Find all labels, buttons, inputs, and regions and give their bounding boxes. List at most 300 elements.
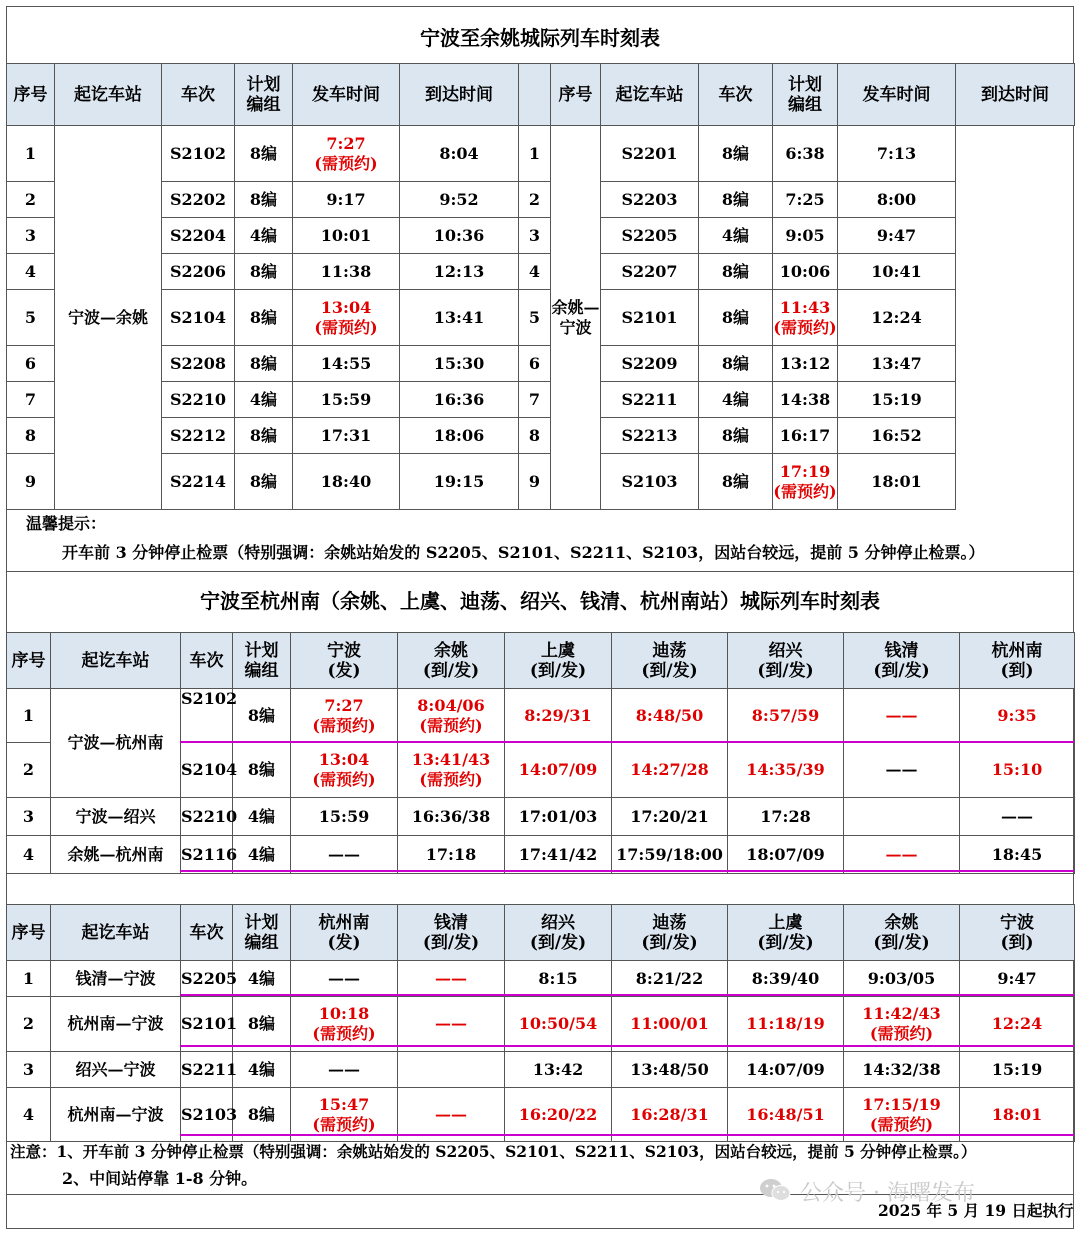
arrival-cell: 16:36 — [400, 382, 519, 418]
time-value: 7:25 — [785, 189, 825, 209]
train-cell: S2104 — [181, 743, 233, 798]
header-station — [612, 905, 728, 961]
note-1: 注意：1、开车前 3 分钟停止检票（特别强调：余姚站始发的 S2205、S2101、S2211、S2103，因站台较远，提前 5 分钟停止检票。） — [10, 1142, 977, 1161]
time-value: 13:04 — [318, 750, 370, 769]
time-value: 17:41/42 — [518, 844, 598, 864]
seq-cell: 1 — [7, 961, 51, 997]
station-time-cell — [612, 743, 728, 798]
group-cell: 4编 — [699, 382, 773, 418]
arrival-cell: 13:41 — [400, 290, 519, 346]
time-value: 10:01 — [320, 225, 372, 245]
time-value: 11:43 — [779, 297, 831, 317]
seq-cell: 7 — [519, 382, 551, 418]
time-value: —— — [885, 705, 918, 725]
table-row — [7, 254, 1075, 290]
time-value: 8:21/22 — [635, 968, 704, 988]
station-name: 杭州南 — [991, 640, 1043, 661]
station-time-cell — [398, 961, 505, 997]
group-cell: 8编 — [699, 418, 773, 454]
train-cell: S2201 — [601, 126, 699, 182]
train-cell: S2210 — [162, 382, 235, 418]
header-station — [291, 633, 398, 689]
train-cell: S2103 — [601, 454, 699, 510]
departure-cell — [293, 182, 400, 218]
seq-cell: 8 — [7, 418, 55, 454]
departure-cell — [773, 126, 838, 182]
time-value: 18:45 — [991, 844, 1043, 864]
time-value: 18:07/09 — [746, 844, 825, 864]
route-cell: 杭州南—宁波 — [51, 1088, 181, 1142]
station-time-cell — [398, 689, 505, 743]
table-row — [7, 290, 1075, 346]
ningbo-yuyao-timetable — [6, 63, 1075, 510]
time-value: 8:04/06 — [417, 695, 485, 715]
seq-cell: 2 — [519, 182, 551, 218]
station-action: (到) — [1000, 932, 1034, 953]
seq-cell: 3 — [519, 218, 551, 254]
departure-cell — [293, 382, 400, 418]
table-row — [7, 798, 1075, 836]
arrival-cell: 13:47 — [838, 346, 956, 382]
group-cell: 4编 — [233, 798, 291, 836]
seq-cell: 5 — [519, 290, 551, 346]
train-cell: S2103 — [181, 1088, 233, 1142]
station-name: 杭州南 — [318, 912, 370, 933]
departure-cell — [773, 346, 838, 382]
station-name: 钱清 — [434, 912, 468, 933]
time-value: —— — [1001, 806, 1033, 826]
train-cell: S2205 — [181, 961, 233, 997]
column-gap — [519, 64, 551, 126]
seq-cell: 2 — [7, 997, 51, 1052]
time-value: 15:19 — [991, 1059, 1043, 1079]
time-value: 8:29/31 — [524, 705, 592, 725]
station-name: 迪荡 — [652, 912, 687, 933]
watermark: 公众号 · 海曙发布 — [800, 1181, 975, 1206]
station-name: 迪荡 — [652, 640, 687, 661]
table-row — [7, 346, 1075, 382]
station-action: (到/发) — [757, 932, 814, 953]
station-action: (到/发) — [641, 932, 698, 953]
station-time-cell — [505, 743, 612, 798]
departure-cell — [293, 290, 400, 346]
header-route: 起讫车站 — [55, 64, 162, 126]
seq-cell: 4 — [7, 836, 51, 874]
station-time-cell — [291, 743, 398, 798]
header-station — [960, 633, 1075, 689]
time-value: 17:15/19 — [862, 1094, 941, 1114]
station-time-cell — [505, 689, 612, 743]
header-plan-line1: 计划 — [244, 912, 279, 933]
time-value: 15:59 — [318, 806, 370, 826]
table-row — [7, 418, 1075, 454]
route-cell: 杭州南—宁波 — [51, 997, 181, 1052]
seq-cell: 9 — [519, 454, 551, 510]
header-station — [398, 905, 505, 961]
header-seq: 序号 — [7, 633, 51, 689]
time-value: 9:05 — [785, 225, 825, 245]
table-row — [7, 218, 1075, 254]
header-plan — [233, 905, 291, 961]
arrival-cell: 15:19 — [838, 382, 956, 418]
departure-cell — [773, 254, 838, 290]
header-plan-line2: 编组 — [246, 94, 281, 115]
departure-cell — [773, 218, 838, 254]
header-seq: 序号 — [7, 905, 51, 961]
header-train: 车次 — [162, 64, 235, 126]
route-cell: 钱清—宁波 — [51, 961, 181, 997]
time-value: 14:38 — [779, 389, 831, 409]
route-cell: 余姚—宁波 — [551, 126, 601, 510]
reservation-note: (需预约) — [419, 770, 483, 789]
header-plan-line2: 编组 — [244, 932, 279, 953]
reservation-note: (需预约) — [312, 1024, 376, 1043]
station-time-cell — [844, 689, 960, 743]
table-row — [7, 961, 1075, 997]
time-value: 14:07/09 — [518, 760, 598, 779]
departure-cell — [773, 454, 838, 510]
train-cell: S2101 — [181, 997, 233, 1052]
seq-cell: 4 — [7, 254, 55, 290]
station-name: 宁波 — [1000, 912, 1034, 933]
station-time-cell — [505, 997, 612, 1052]
station-time-cell — [728, 798, 844, 836]
divider — [6, 873, 1074, 874]
group-cell: 8编 — [233, 997, 291, 1052]
time-value: 13:42 — [532, 1059, 584, 1079]
station-name: 钱清 — [884, 640, 919, 661]
arrival-cell: 18:01 — [838, 454, 956, 510]
header-route: 起讫车站 — [601, 64, 699, 126]
header-station — [505, 905, 612, 961]
tip-text: 开车前 3 分钟停止检票（特别强调：余姚站始发的 S2205、S2101、S2211、S2103，因站台较远，提前 5 分钟停止检票。） — [62, 543, 985, 562]
time-value: 9:35 — [997, 705, 1037, 725]
station-time-cell — [505, 1052, 612, 1088]
time-value: —— — [328, 844, 360, 864]
seq-cell: 9 — [7, 454, 55, 510]
train-cell: S2206 — [162, 254, 235, 290]
station-name: 绍兴 — [768, 640, 803, 661]
reservation-note: (需预约) — [869, 1024, 934, 1043]
header-arr: 到达时间 — [400, 64, 519, 126]
departure-cell — [293, 254, 400, 290]
station-name: 上虞 — [768, 912, 803, 933]
time-value: 16:48/51 — [746, 1104, 825, 1124]
table-row — [7, 454, 1075, 510]
train-cell: S2208 — [162, 346, 235, 382]
station-time-cell — [291, 1052, 398, 1088]
train-cell: S2213 — [601, 418, 699, 454]
time-value: 11:00/01 — [630, 1014, 709, 1033]
station-time-cell — [398, 1052, 505, 1088]
time-value: 17:19 — [779, 461, 831, 481]
header-seq: 序号 — [7, 64, 55, 126]
group-cell: 8编 — [233, 743, 291, 798]
arrival-cell: 10:36 — [400, 218, 519, 254]
train-cell: S2209 — [601, 346, 699, 382]
group-cell: 8编 — [699, 290, 773, 346]
station-time-cell — [728, 743, 844, 798]
station-time-cell — [844, 836, 960, 874]
station-action: (到) — [1000, 660, 1034, 681]
header-station — [398, 633, 505, 689]
header-station — [844, 905, 960, 961]
seq-cell: 7 — [7, 382, 55, 418]
arrival-cell: 12:13 — [400, 254, 519, 290]
station-time-cell — [960, 997, 1075, 1052]
group-cell: 8编 — [235, 126, 293, 182]
seq-cell: 6 — [7, 346, 55, 382]
station-time-cell — [844, 798, 960, 836]
station-time-cell — [505, 961, 612, 997]
station-name: 上虞 — [541, 640, 575, 661]
time-value: 7:27 — [326, 133, 366, 153]
route-cell: 余姚—杭州南 — [51, 836, 181, 874]
time-value: 12:24 — [991, 1014, 1043, 1033]
station-time-cell — [960, 798, 1075, 836]
time-value: 16:17 — [779, 425, 831, 445]
header-plan — [773, 64, 838, 126]
table-row — [7, 1052, 1075, 1088]
hangzhou-ningbo-timetable — [6, 904, 1075, 1142]
station-time-cell — [291, 798, 398, 836]
header-station — [505, 633, 612, 689]
station-time-cell — [728, 836, 844, 874]
time-value: 13:41/43 — [411, 750, 491, 769]
group-cell: 8编 — [233, 689, 291, 743]
time-value: 8:48/50 — [635, 705, 704, 725]
arrival-cell: 15:30 — [400, 346, 519, 382]
train-cell: S2205 — [601, 218, 699, 254]
header-plan — [233, 633, 291, 689]
header-dep: 发车时间 — [838, 64, 956, 126]
reservation-note: (需预约) — [773, 481, 837, 501]
reservation-note: (需预约) — [314, 317, 378, 337]
time-value: 10:50/54 — [518, 1014, 598, 1033]
group-cell: 8编 — [235, 182, 293, 218]
time-value: —— — [435, 968, 467, 988]
group-cell: 8编 — [699, 454, 773, 510]
group-cell: 8编 — [699, 254, 773, 290]
ningbo-hangzhou-timetable — [6, 632, 1075, 874]
header-plan-line2: 编组 — [244, 660, 279, 681]
time-value: 16:36/38 — [411, 806, 491, 826]
station-action: (到/发) — [529, 660, 587, 681]
header-station — [291, 905, 398, 961]
station-name: 宁波 — [327, 640, 361, 661]
time-value: —— — [885, 760, 918, 779]
time-value: 18:40 — [320, 471, 372, 491]
time-value: 14:55 — [320, 353, 372, 373]
station-time-cell — [844, 997, 960, 1052]
time-value: 11:42/43 — [862, 1004, 941, 1023]
time-value: 14:35/39 — [746, 760, 825, 779]
time-value: —— — [328, 968, 360, 988]
train-cell: S2210 — [181, 798, 233, 836]
arrival-cell: 19:15 — [400, 454, 519, 510]
station-time-cell — [398, 743, 505, 798]
timetable-2-title: 宁波至杭州南（余姚、上虞、迪荡、绍兴、钱清、杭州南站）城际列车时刻表 — [200, 589, 880, 613]
station-time-cell — [291, 689, 398, 743]
departure-cell — [773, 418, 838, 454]
station-time-cell — [291, 961, 398, 997]
train-cell: S2211 — [181, 1052, 233, 1088]
seq-cell: 4 — [519, 254, 551, 290]
station-action: (到/发) — [529, 932, 587, 953]
time-value: 17:20/21 — [630, 806, 709, 826]
station-time-cell — [960, 961, 1075, 997]
wechat-icon — [758, 1178, 792, 1202]
group-cell: 4编 — [233, 836, 291, 874]
header-route: 起讫车站 — [51, 905, 181, 961]
time-value: —— — [435, 1104, 467, 1124]
seq-cell: 1 — [7, 689, 51, 743]
timetable-1-title: 宁波至余姚城际列车时刻表 — [420, 26, 660, 50]
station-action: (到/发) — [641, 660, 698, 681]
arrival-cell: 16:52 — [838, 418, 956, 454]
departure-cell — [293, 218, 400, 254]
header-station — [612, 633, 728, 689]
station-time-cell — [398, 997, 505, 1052]
seq-cell: 1 — [7, 126, 55, 182]
route-cell: 宁波—余姚 — [55, 126, 162, 510]
time-value: 18:01 — [991, 1104, 1043, 1124]
time-value: 17:59/18:00 — [616, 844, 723, 864]
seq-cell: 3 — [7, 798, 51, 836]
header-station — [728, 633, 844, 689]
station-time-cell — [844, 743, 960, 798]
header-plan-line1: 计划 — [788, 74, 822, 95]
station-action: (发) — [327, 932, 361, 953]
table-row — [7, 836, 1075, 874]
header-train: 车次 — [699, 64, 773, 126]
header-plan-line2: 编组 — [788, 94, 822, 115]
station-time-cell — [728, 1052, 844, 1088]
time-value: 15:10 — [991, 760, 1043, 779]
time-value: 10:18 — [318, 1004, 370, 1023]
station-time-cell — [505, 836, 612, 874]
header-station — [728, 905, 844, 961]
time-value: 17:28 — [760, 806, 811, 826]
reservation-note: (需预约) — [869, 1114, 934, 1134]
highlight-line — [180, 994, 1074, 996]
station-time-cell — [960, 1052, 1075, 1088]
time-value: 7:27 — [324, 695, 364, 715]
train-cell: S2203 — [601, 182, 699, 218]
time-value: 9:47 — [997, 968, 1037, 988]
time-value: —— — [328, 1059, 360, 1079]
time-value: 11:18/19 — [746, 1014, 825, 1033]
departure-cell — [293, 346, 400, 382]
group-cell: 4编 — [235, 218, 293, 254]
station-time-cell — [291, 836, 398, 874]
seq-cell: 6 — [519, 346, 551, 382]
seq-cell: 4 — [7, 1088, 51, 1142]
reservation-note: (需预约) — [312, 1114, 376, 1134]
station-name: 余姚 — [434, 640, 468, 661]
train-cell: S2116 — [181, 836, 233, 874]
group-cell: 8编 — [235, 254, 293, 290]
station-time-cell — [291, 997, 398, 1052]
time-value: 11:38 — [320, 261, 372, 281]
group-cell: 8编 — [699, 182, 773, 218]
station-time-cell — [960, 836, 1075, 874]
train-cell: S2102 — [162, 126, 235, 182]
time-value: 9:03/05 — [867, 968, 936, 988]
station-action: (到/发) — [422, 932, 480, 953]
time-value: 17:18 — [425, 844, 477, 864]
seq-cell: 3 — [7, 218, 55, 254]
train-cell: S2102 — [181, 689, 233, 743]
departure-cell — [293, 454, 400, 510]
group-cell: 8编 — [699, 126, 773, 182]
seq-cell: 8 — [519, 418, 551, 454]
highlight-line — [180, 870, 1074, 872]
header-seq: 序号 — [551, 64, 601, 126]
time-value: 16:20/22 — [518, 1104, 598, 1124]
header-route: 起讫车站 — [51, 633, 181, 689]
station-action: (发) — [327, 660, 361, 681]
time-value: 8:57/59 — [751, 705, 820, 725]
group-cell: 8编 — [233, 1088, 291, 1142]
arrival-cell: 8:00 — [838, 182, 956, 218]
reservation-note: (需预约) — [312, 715, 376, 735]
group-cell: 8编 — [235, 290, 293, 346]
time-value: 16:28/31 — [630, 1104, 709, 1124]
time-value: 17:31 — [320, 425, 372, 445]
station-name: 余姚 — [884, 912, 919, 933]
station-action: (到/发) — [873, 660, 930, 681]
highlight-line — [180, 1045, 1074, 1047]
station-time-cell — [612, 1052, 728, 1088]
group-cell: 4编 — [233, 961, 291, 997]
station-time-cell — [728, 689, 844, 743]
header-train: 车次 — [181, 633, 233, 689]
group-cell: 4编 — [233, 1052, 291, 1088]
train-cell: S2212 — [162, 418, 235, 454]
table-row — [7, 382, 1075, 418]
header-plan-line1: 计划 — [244, 640, 279, 661]
tip-label: 温馨提示： — [26, 514, 107, 533]
group-cell: 8编 — [235, 346, 293, 382]
station-time-cell — [844, 961, 960, 997]
seq-cell: 3 — [7, 1052, 51, 1088]
station-time-cell — [728, 961, 844, 997]
time-value: 10:06 — [779, 261, 831, 281]
table-row — [7, 126, 1075, 182]
time-value: 13:12 — [779, 353, 831, 373]
effective-date: 2025 年 5 月 19 日起执行 — [878, 1201, 1074, 1220]
reservation-note: (需预约) — [773, 317, 837, 337]
station-time-cell — [612, 798, 728, 836]
departure-cell — [293, 126, 400, 182]
time-value: 14:07/09 — [746, 1059, 825, 1079]
station-time-cell — [728, 997, 844, 1052]
station-action: (到/发) — [422, 660, 480, 681]
highlight-line — [180, 741, 1074, 743]
time-value: 6:38 — [785, 143, 825, 163]
station-time-cell — [398, 798, 505, 836]
header-station — [960, 905, 1075, 961]
station-time-cell — [612, 689, 728, 743]
time-value: 13:04 — [320, 297, 372, 317]
station-time-cell — [505, 798, 612, 836]
arrival-cell: 9:47 — [838, 218, 956, 254]
group-cell: 8编 — [235, 454, 293, 510]
train-cell: S2104 — [162, 290, 235, 346]
reservation-note: (需预约) — [419, 715, 483, 735]
train-cell: S2214 — [162, 454, 235, 510]
